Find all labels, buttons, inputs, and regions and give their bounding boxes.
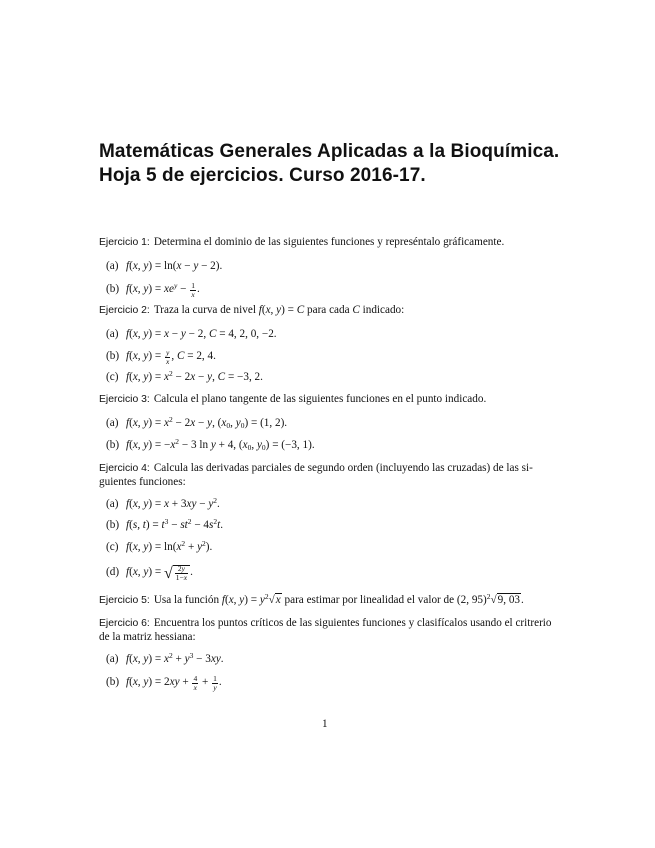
exercise-label: Ejercicio 2: — [99, 305, 150, 316]
item-expression: f(x, y) = 2xy + $\frac{4}{x}$ + $\frac{1}{y}$ . — [126, 674, 222, 692]
list-item — [106, 541, 212, 553]
exercise-label: Ejercicio 5: — [99, 595, 150, 606]
list-item — [106, 675, 222, 692]
list-item — [106, 282, 200, 299]
item-label: (a) — [106, 417, 119, 429]
item-expression: f(x, $y) = xe^y$ − $\frac{1}{x}$ . — [126, 281, 200, 299]
list-item — [106, 328, 277, 340]
exercise-2 — [99, 304, 404, 316]
item-label: (a) — [106, 653, 119, 665]
item-expression: f(x, y) = ln(x − y − 2). — [126, 260, 223, 272]
exercise-4 — [99, 462, 533, 474]
exercise-text: Usa la función f(x, $y) = y^2√x$ para estimar por linealidad el valor de (2, 95)$^2$√9, 03. — [153, 592, 524, 606]
item-label: (a) — [106, 260, 119, 272]
item-label: (b) — [106, 439, 120, 451]
exercise-3 — [99, 393, 486, 405]
item-label: (a) — [106, 328, 119, 340]
item-label: (b) — [106, 676, 120, 688]
exercise-label: Ejercicio 6: — [99, 618, 150, 629]
exercise-6 — [99, 617, 552, 629]
item-label: (b) — [106, 283, 120, 295]
list-item — [106, 260, 222, 272]
item-expression: f(x, $y) = x^2 - 2x - y$, C = −3, 2. — [126, 369, 263, 383]
list-item — [106, 439, 315, 451]
list-item — [106, 565, 193, 583]
item-expression: f(x, $y) = x + 3xy - y^2$. — [126, 496, 220, 510]
item-expression: f(x, $y) = \ln(x^2 + y^2)$. — [126, 539, 213, 553]
exercise-text-line1: Calcula las derivadas parciales de segundo orden (incluyendo las cruzadas) de las si- — [153, 462, 533, 474]
exercise-label: Ejercicio 3: — [99, 394, 150, 405]
item-expression: f(x, $y) = x^2 - 2x - y$, ($x_0$, $y_0) = (1$, 2). — [126, 415, 288, 430]
item-expression: f(x, $y) = -x^2 - 3$ ln y + 4, ($x_0$, $y_0) = (-3$, 1). — [126, 437, 315, 452]
page-number: 1 — [322, 718, 328, 730]
item-label: (d) — [106, 566, 120, 578]
exercise-text-line1: Encuentra los puntos críticos de las siguientes funciones y clasifícalos usando el critrerio — [153, 617, 552, 629]
exercise-1 — [99, 236, 504, 248]
exercise-label: Ejercicio 1: — [99, 237, 150, 248]
exercise-text: Determina el dominio de las siguientes funciones y represéntalo gráficamente. — [153, 236, 505, 248]
item-expression: f(x, y) = x − y − 2, C = 4, 2, 0, −2. — [126, 328, 277, 340]
item-label: (c) — [106, 371, 119, 383]
item-label: (c) — [106, 541, 119, 553]
document-title-line2: Hoja 5 de ejercicios. Curso 2016-17. — [99, 165, 426, 186]
list-item — [106, 653, 224, 665]
item-expression: f(x, $y) = x^2 + y^3 - 3xy$. — [126, 651, 224, 665]
item-label: (b) — [106, 519, 120, 531]
exercise-5 — [99, 594, 524, 606]
item-label: (a) — [106, 498, 119, 510]
item-expression: f(s, $t) = t^3 - st^2 - 4s^2t$. — [126, 517, 224, 531]
list-item — [106, 349, 216, 366]
item-label: (b) — [106, 350, 120, 362]
exercise-4-continuation: guientes funciones: — [99, 476, 186, 488]
exercise-label: Ejercicio 4: — [99, 463, 150, 474]
list-item — [106, 371, 263, 383]
list-item — [106, 417, 287, 429]
exercise-text: Calcula el plano tangente de las siguientes funciones en el punto indicado. — [153, 393, 487, 405]
item-expression: f(x, y) = √ $\frac{2y}{1-x}$ . — [126, 564, 193, 582]
exercise-text: Traza la curva de nivel f(x, y) = C para cada C indicado: — [153, 304, 405, 316]
exercise-6-continuation: de la matriz hessiana: — [99, 631, 196, 643]
list-item — [106, 498, 220, 510]
list-item — [106, 519, 223, 531]
item-expression: f(x, y) = $\frac{y}{x}$ , C = 2, 4. — [126, 348, 216, 366]
document-title-line1: Matemáticas Generales Aplicadas a la Bioquímica. — [99, 141, 560, 162]
